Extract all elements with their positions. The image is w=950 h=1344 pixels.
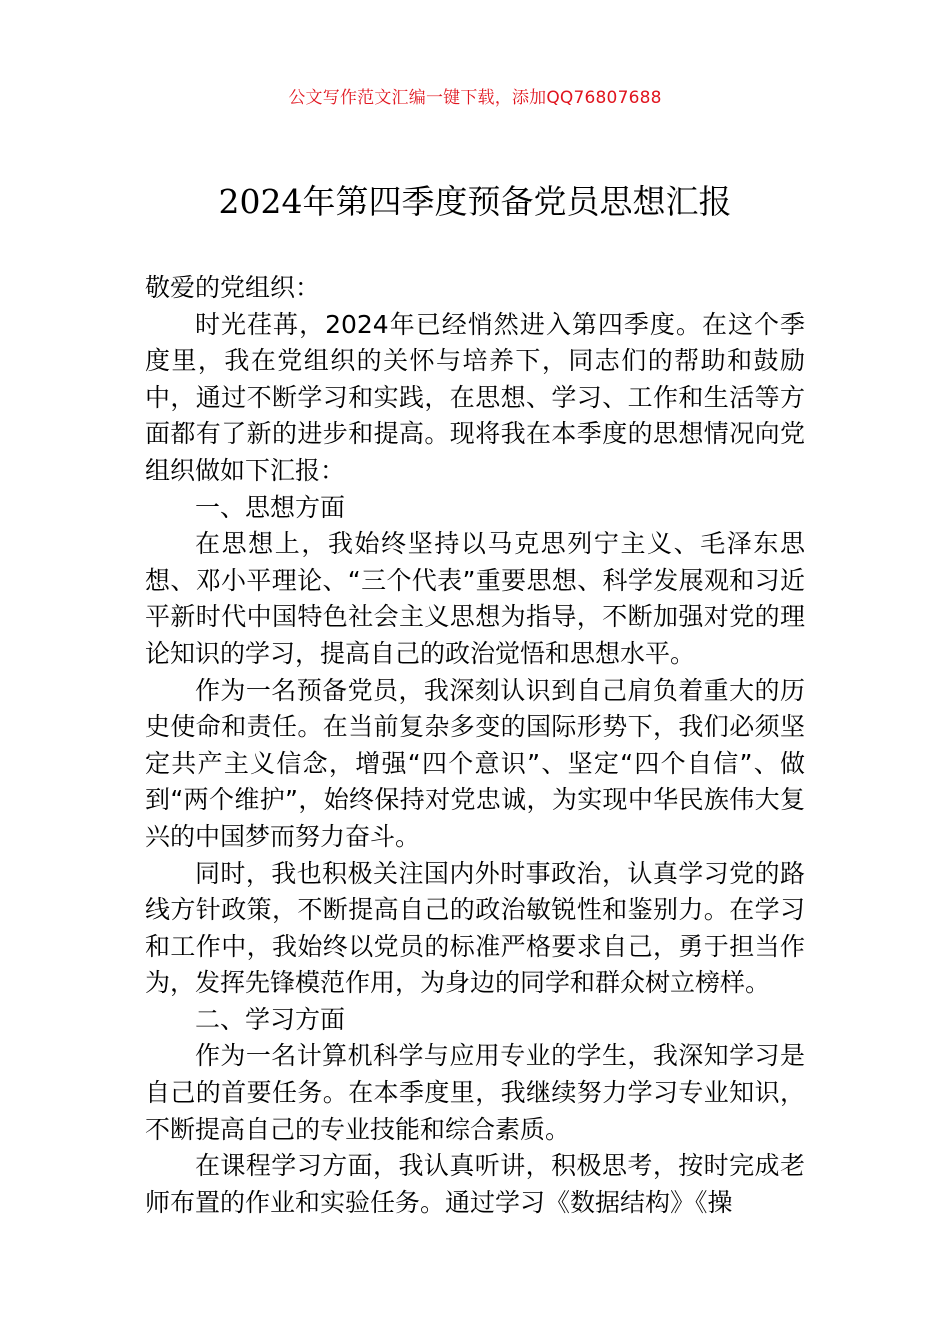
section-heading-thought: 一、思想方面	[195, 492, 346, 522]
paragraph: 在课程学习方面，我认真听讲，积极思考，按时完成老师布置的作业和实验任务。通过学习《数据结构》《操	[145, 1151, 805, 1217]
paragraph: 作为一名预备党员，我深刻认识到自己肩负着重大的历史使命和责任。在当前复杂多变的国际形势下，我们必须坚定共产主义信念，增强“四个意识”、坚定“四个自信”、做到“两个维护”，始终保持对党忠诚，为实现中华民族伟大复兴的中国梦而努力奋斗。	[145, 675, 805, 851]
document-title: 2024年第四季度预备党员思想汇报	[218, 182, 732, 221]
paragraph: 同时，我也积极关注国内外时事政治，认真学习党的路线方针政策，不断提高自己的政治敏锐性和鉴别力。在学习和工作中，我始终以党员的标准严格要求自己，勇于担当作为，发挥先锋模范作用，为身边的同学和群众树立榜样。	[145, 858, 805, 998]
paragraph: 作为一名计算机科学与应用专业的学生，我深知学习是自己的首要任务。在本季度里，我继续努力学习专业知识，不断提高自己的专业技能和综合素质。	[145, 1041, 805, 1144]
paragraph: 在思想上，我始终坚持以马克思列宁主义、毛泽东思想、邓小平理论、“三个代表”重要思想、科学发展观和习近平新时代中国特色社会主义思想为指导，不断加强对党的理论知识的学习，提高自己的政治觉悟和思想水平。	[145, 529, 805, 668]
document-body	[145, 270, 805, 1221]
paragraph-intro: 时光荏苒，2024年已经悄然进入第四季度。在这个季度里，我在党组织的关怀与培养下，同志们的帮助和鼓励中，通过不断学习和实践，在思想、学习、工作和生活等方面都有了新的进步和提高。现将我在本季度的思想情况向党组织做如下汇报：	[145, 309, 805, 485]
download-banner: 公文写作范文汇编一键下载，添加QQ76807688	[288, 88, 662, 108]
section-heading-study: 二、学习方面	[195, 1004, 346, 1034]
salutation: 敬爱的党组织：	[145, 273, 321, 302]
